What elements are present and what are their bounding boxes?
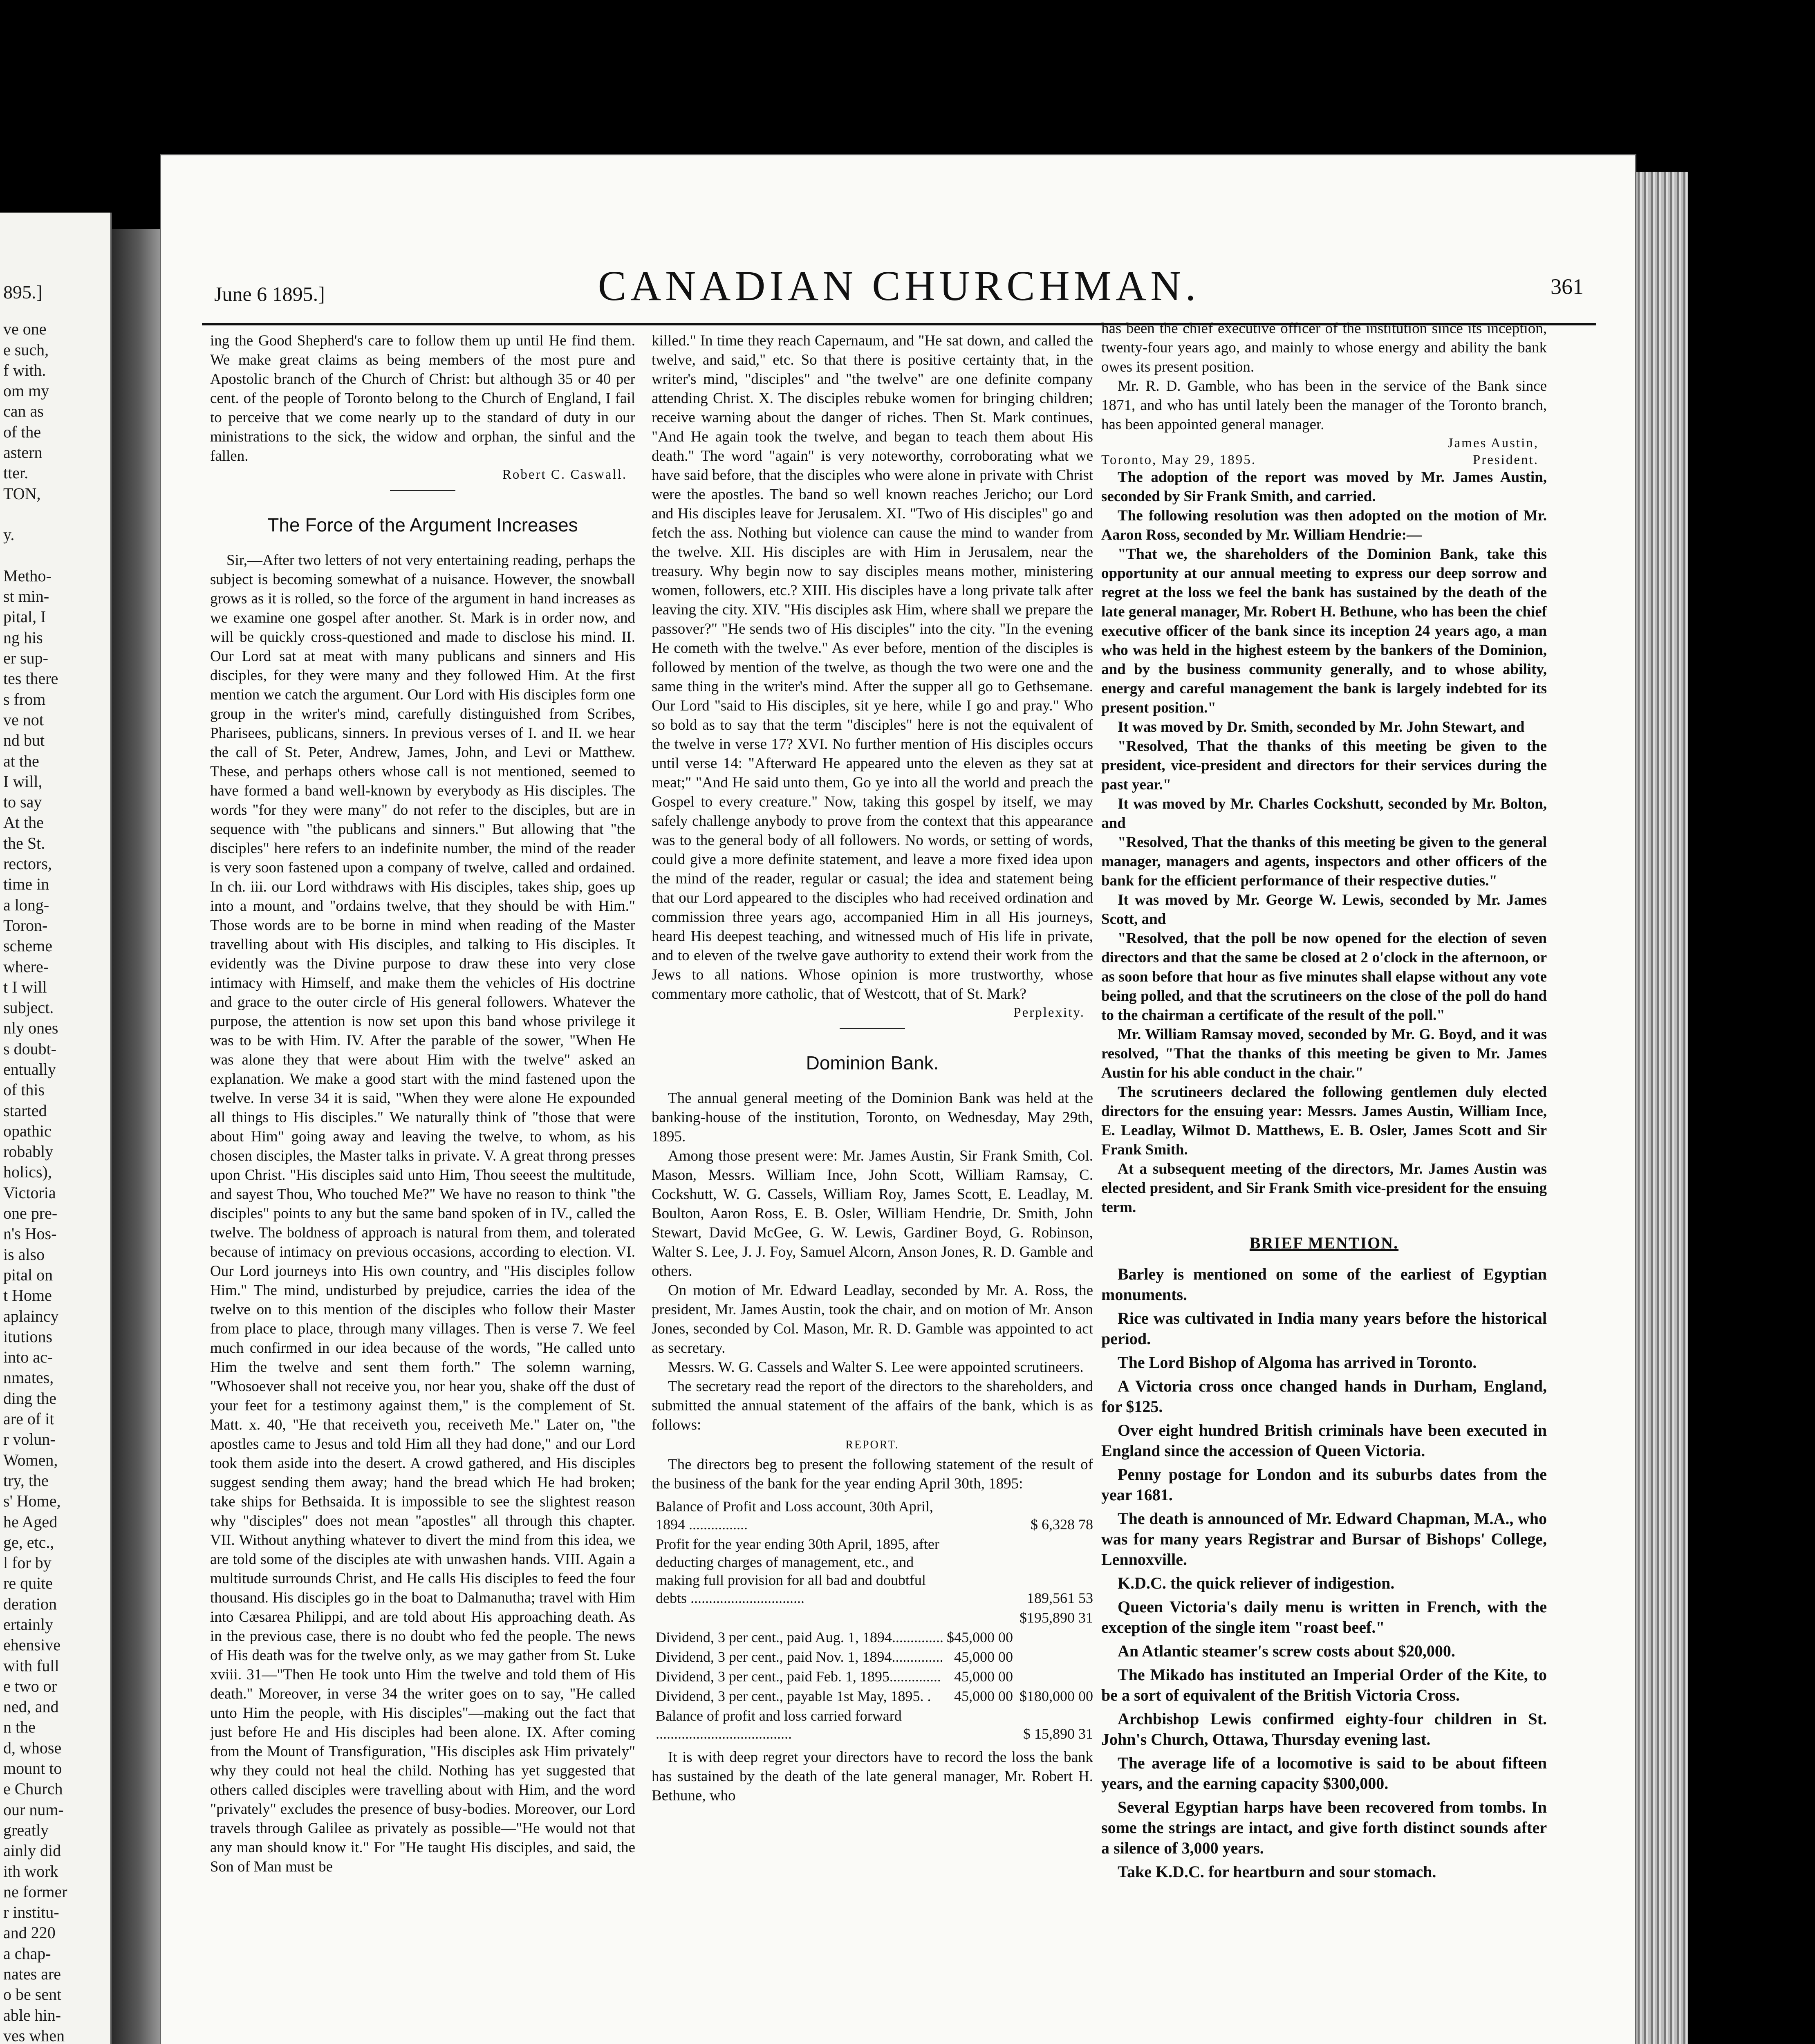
facing-page-date: 895.] <box>3 282 43 303</box>
publication-title: CANADIAN CHURCHMAN. <box>598 262 1200 309</box>
facing-page-line: tter. <box>3 464 29 482</box>
brief-mention-item: A Victoria cross once changed hands in Durham, England, for $125. <box>1101 1377 1547 1416</box>
report-signer-title: President. <box>1472 453 1539 467</box>
brief-mention-item: Archbishop Lewis confirmed eighty-four children in St. John's Church, Ottawa, Thursday evening last. <box>1101 1710 1547 1748</box>
minutes-paragraph: "Resolved, that the poll be now opened for the election of seven directors and that the same be closed at 2 o'clock in the afternoon, or as soon before that hour as five minutes shall elapse without any vote being polled, and that the scrutineers on the close of the poll do hand to the chairman a certificate of the result of the poll." <box>1101 930 1547 1024</box>
statement-amount: 189,561 53 <box>1027 1590 1093 1606</box>
statement-label: Balance of profit and loss carried forward ..................................... <box>656 1708 902 1742</box>
book-gutter <box>112 229 161 2044</box>
facing-page-line: can as <box>3 402 44 421</box>
facing-page-line: to say <box>3 793 42 811</box>
statement-label: Dividend, 3 per cent., paid Aug. 1, 1894.............. <box>656 1629 943 1645</box>
brief-mention-list <box>1101 1264 1547 1882</box>
statement-amount: $ 6,328 78 <box>1031 1516 1093 1533</box>
facing-page-line: try, the <box>3 1471 49 1490</box>
facing-page-line: pital on <box>3 1265 53 1284</box>
facing-page-line: f with. <box>3 361 46 379</box>
minutes-paragraph: The following resolution was then adopted on the motion of Mr. Aaron Ross, seconded by Mr. William Hendrie:— <box>1101 507 1547 543</box>
bank-paragraph: Among those present were: Mr. James Austin, Sir Frank Smith, Col. Mason, Messrs. William Ince, John Scott, William Ramsay, C. Cockshutt, W. G. Cassels, William Roy, James Scott, E. Leadlay, M. Boulton, Aaron Ross, E. B. Osler, William Hendrie, Dr. Smith, John Stewart, David McGee, G. W. Lewis, Gardiner Boyd, G. Robinson, Walter S. Lee, J. J. Foy, Samuel Alcorn, Anson Jones, R. D. Gamble and others. <box>652 1148 1093 1280</box>
facing-page-line: e two or <box>3 1676 57 1695</box>
facing-page-line: where- <box>3 957 49 976</box>
facing-page-line: nd but <box>3 731 45 750</box>
facing-page-line <box>0 545 110 566</box>
facing-page-line: At the <box>3 813 44 832</box>
brief-mention-item: Over eight hundred British criminals have been executed in England since the accession of Queen Victoria. <box>1101 1421 1547 1460</box>
brief-mention-item: The Lord Bishop of Algoma has arrived in Toronto. <box>1118 1353 1477 1372</box>
facing-page-line: one pre- <box>3 1204 58 1223</box>
facing-page-line: t I will <box>3 977 47 996</box>
report-place-date: Toronto, May 29, 1895. <box>1101 453 1257 467</box>
minutes-paragraph: "Resolved, That the thanks of this meeting be given to the president, vice-president and directors for their services during the past year." <box>1101 738 1547 793</box>
facing-page-line: l for by <box>3 1553 52 1572</box>
bank-article-title: Dominion Bank. <box>806 1052 939 1074</box>
divider <box>390 490 455 491</box>
statement-subtotal: $195,890 31 <box>1020 1609 1093 1626</box>
facing-page-line: n's Hos- <box>3 1224 57 1243</box>
minutes-paragraph: The adoption of the report was moved by Mr. James Austin, seconded by Sir Frank Smith, and carried. <box>1101 469 1547 505</box>
facing-page-line: n the <box>3 1718 36 1737</box>
report-continuation: has been the chief executive officer of the institution since its inception, twenty-four years ago, and mainly to whose energy and ability the bank owes its present position. <box>1101 320 1547 375</box>
bank-paragraph: Messrs. W. G. Cassels and Walter S. Lee were appointed scrutineers. <box>668 1359 1084 1376</box>
bank-paragraph: The annual general meeting of the Dominion Bank was held at the banking-house of the institution, Toronto, on Wednesday, May 29th, 1895. <box>652 1090 1093 1145</box>
divider <box>840 1028 905 1029</box>
letter-closing-text: ing the Good Shepherd's care to follow them up until He find them. We make great claims as being members of the most pure and Apostolic branch of the Church of Christ: but although 35 or 40 per cent. of the people of Toronto belong to the Church of England, I fail to perceive that we come nearly up to the standard of duty in our ministrations to the sick, the widow and orphan, the sinful and the fallen. <box>210 332 635 464</box>
brief-mention-item: Take K.D.C. for heartburn and sour stomach. <box>1118 1862 1436 1881</box>
facing-page-line: ainly did <box>3 1841 61 1860</box>
statement-amount: 45,000 00 <box>954 1649 1013 1665</box>
facing-page-line: able hin- <box>3 2006 61 2024</box>
page-number: 361 <box>1551 274 1584 299</box>
facing-page-line: er sup- <box>3 649 48 668</box>
facing-page-line: o be sent <box>3 1985 62 2004</box>
statement-amount: 45,000 00 <box>954 1668 1013 1685</box>
facing-page-line: TON, <box>3 484 41 503</box>
brief-mention-title: BRIEF MENTION. <box>1249 1234 1399 1252</box>
article-signature: Perplexity. <box>1013 1005 1085 1020</box>
statement-label: Balance of Profit and Loss account, 30th April, 1894 ................ <box>656 1498 933 1533</box>
report-paragraph: It is with deep regret your directors have to record the loss the bank has sustained by the death of the late general manager, Mr. Robert H. Bethune, who <box>652 1749 1093 1804</box>
minutes-paragraph: The scrutineers declared the following gentlemen duly elected directors for the ensuing year: Messrs. James Austin, William Ince, E. Leadlay, Wilmot D. Matthews, E. B. Osler, James Scott and Sir Frank Smith. <box>1101 1084 1547 1158</box>
brief-mention-item: Barley is mentioned on some of the earliest of Egyptian monuments. <box>1101 1265 1547 1304</box>
facing-page-line: astern <box>3 443 43 462</box>
facing-page-line: Victoria <box>3 1183 56 1202</box>
minutes-paragraph: It was moved by Dr. Smith, seconded by Mr. John Stewart, and <box>1118 719 1525 735</box>
facing-page-line: ge, etc., <box>3 1533 54 1551</box>
minutes-paragraph: "That we, the shareholders of the Dominion Bank, take this opportunity at our annual meeting to express our deep sorrow and regret at the loss we feel the bank has sustained by the death of the late general manager, Mr. Robert H. Bethune, who has been the chief executive officer of the bank since its inception 24 years ago, a man who was held in the highest esteem by the bankers of the Dominion, and by the business community generally, and to whose ability, energy and careful management the bank is largely indebted for its present position." <box>1101 546 1547 716</box>
minutes-paragraph: At a subsequent meeting of the directors, Mr. James Austin was elected president, and Sir Frank Smith vice-president for the ensuing term. <box>1101 1161 1547 1216</box>
report-signoff-line <box>1101 453 1539 468</box>
facing-page-line: itutions <box>3 1327 53 1346</box>
facing-page-text <box>0 319 110 2044</box>
facing-page-line: started <box>3 1101 47 1120</box>
facing-page-line: pital, I <box>3 607 46 626</box>
statement-label: Dividend, 3 per cent., paid Nov. 1, 1894.............. <box>656 1649 943 1665</box>
page-edges <box>1635 172 1688 2044</box>
statement-amount: 45,000 00 <box>954 1688 1013 1704</box>
facing-page-line: s' Home, <box>3 1492 61 1511</box>
facing-page-line: ding the <box>3 1389 56 1407</box>
brief-mention-item: K.D.C. the quick reliever of indigestion. <box>1118 1574 1395 1592</box>
facing-page-line: our num- <box>3 1800 64 1819</box>
bank-paragraph: The secretary read the report of the directors to the shareholders, and submitted the annual statement of the affairs of the bank, which is as follows: <box>652 1378 1093 1433</box>
brief-mention-item: Queen Victoria's daily menu is written in French, with the exception of the single item "roast beef." <box>1101 1598 1547 1636</box>
facing-page-line: greatly <box>3 1820 49 1839</box>
facing-page-line: the St. <box>3 834 45 852</box>
statement-row <box>652 1608 1093 1627</box>
article-title: The Force of the Argument Increases <box>267 514 578 536</box>
facing-page-line: ng his <box>3 628 43 647</box>
report-signer: James Austin, <box>1448 436 1539 450</box>
facing-page-line: e Church <box>3 1780 63 1798</box>
newspaper-page <box>161 155 1635 2044</box>
statement-row <box>652 1686 1093 1706</box>
facing-page-line: nmates, <box>3 1368 54 1387</box>
brief-mention-item: The average life of a locomotive is said to be about fifteen years, and the earning capacity $300,000. <box>1101 1754 1547 1793</box>
statement-amount: $45,000 00 <box>947 1629 1013 1645</box>
facing-page-line: with full <box>3 1656 59 1675</box>
facing-page-line: nates are <box>3 1965 61 1983</box>
issue-date: June 6 1895.] <box>214 282 325 305</box>
facing-page-line: ve one <box>3 320 47 338</box>
facing-page-line: at the <box>3 751 39 770</box>
report-label: REPORT. <box>845 1439 899 1451</box>
article-body: Sir,—After two letters of not very entertaining reading, perhaps the subject is becoming somewhat of a nuisance. However, the snowball grows as it is rolled, so the force of the argument in hand increases as we examine one gospel after another. St. Mark is in order now, and will be quickly cross-questioned and made to disclose his mind. II. Our Lord sat at meat with many publicans and sinners and His disciples, for they were many and they followed Him. At the first mention we catch the argument. Our Lord with His disciples form one group in the writer's mind, carefully distinguished from Scribes, Pharisees, publicans, sinners. In previous verses of I. and II. we hear the call of St. Peter, Andrew, James, John, and Levi or Matthew. These, and perhaps others whose call is not mentioned, seemed to have formed a band well-known by everybody as His disciples. The words "for they were many" do not refer to the disciples, but are in sequence with "the publicans and sinners." But allowing that "the disciples" here refers to an indefinite number, the mind of the reader is very soon fastened upon a company of twelve, called and ordained. In ch. iii. our Lord withdraws with His disciples, takes ship, goes up into a mount, and "ordains twelve, that they should be with Him." Those words are to be borne in mind when reading of the Master travelling about with His disciples, and talking to His disciples. It evidently was the Divine purpose to draw these into very close intimacy with Himself, and make them the vehicles of His doctrine and grace to the outer circle of His general followers. Whatever the purpose, the attention is now set upon this band whose privilege it was to be with Him. IV. After the parable of the sower, "When He was alone they that were about Him with the twelve" asked an explanation. We make a good start with the mind fastened upon the twelve. In verse 34 it is said, "When they were alone He expounded all things to His disciples." We naturally think of "those that were about Him" going away and leaving the twelve, to whom, as his chosen disciples, the Master talks in private. V. A great throng presses upon Christ. "His disciples said unto Him, Thou seeest the multitude, and sayest Thou, Who touched Me?" We have no reason to think "the disciples" points to any but the same band spoken of in IV., called the twelve. The boldness of approach is natural from them, and tolerated because of intimacy on previous occasions, according to election. VI. Our Lord journeys into His own country, and "His disciples follow Him." The mind, undisturbed by prejudice, carries the idea of the twelve on to this mention of the disciples who follow their Master from place to place, through many villages. Then is verse 7. We feel much confirmed in our idea because of the words, "He called unto Him the twelve and sent them forth." The solemn warning, "Whosoever shall not receive you, nor hear you, shake off the dust of your feet for a testimony against them," is the complement of St. Matt. x. 40, "He that receiveth you, receiveth Me." Later on, "the apostles came to Jesus and told Him all they had done," and our Lord took them aside into the desert. A crowd gathered, and His disciples suggest sending them away; hand the bread which He had broken; take ships for Bethsaida. It is impossible to see the slightest reason why "disciples" does not mean "apostles" all through this chapter. VII. Without anything whatever to divert the mind from this idea, we are told some of the disciples ate with unwashen hands. VIII. Again a multitude surrounds Christ, and He calls His disciples to feed the four thousand. His disciples go in the boat to Dalmanutha; travel with Him into Cæsarea Philippi, and are told about His approaching death. As in the previous case, there is no doubt who fed the people. The news of His death was for the twelve only, as we may gather from St. Luke xviii. 31—"Then He took unto Him the twelve and told them of His death." Moreover, in verse 34 the writer goes on to say, "He called unto Him the people, with His disciples"—making out the fact that just before He and His disciples had been alone. IX. After coming from the Mount of Transfiguration, "His disciples ask Him privately" why they could not heal the child. Nothing has yet suggested that others called disciples were travelling about with Him, and the word "privately" excludes the presence of busy-bodies. Moreover, our Lord travels through Galilee as privately as possible—"He would not that any man should know it." For "He taught His disciples, and said, the Son of Man must be <box>210 552 635 1875</box>
financial-statement <box>652 1497 1093 1744</box>
column-2 <box>652 331 1093 1805</box>
statement-total: $180,000 00 <box>1020 1688 1093 1704</box>
facing-page-line: om my <box>3 381 49 400</box>
facing-page-line: is also <box>3 1245 45 1264</box>
facing-page-line: y. <box>3 525 15 544</box>
facing-page-line: of this <box>3 1080 45 1099</box>
facing-page-line <box>0 504 110 524</box>
masthead <box>202 253 1596 325</box>
article-continuation: killed." In time they reach Capernaum, and "He sat down, and called the twelve, and said," etc. So that there is positive certainty that, in the writer's mind, "disciples" and "the twelve" are one definite company attending Christ. X. The disciples rebuke women for bringing children; receive warning about the danger of riches. Then St. Mark continues, "And He again took the twelve, and began to teach them about His death." The word "again" is very noteworthy, corroborating what we have said before, that the disciples who were alone in private with Christ were the apostles. The band so well known reaches Jericho; our Lord and His disciples leave for Jerusalem. XI. "Two of His disciples" go and fetch the ass. Nothing but violence can cause the mind to wander from the twelve. XII. His disciples are with Him in Jerusalem, near the treasury. Why begin now to say disciples means mother, ministering women, followers, etc.? XIII. His disciples have a long private talk after leaving the city. XIV. "His disciples ask Him, where shall we prepare the passover?" "He sends two of His disciples" into the city. "In the evening He cometh with the twelve." As ever before, mention of the disciples is followed by mention of the twelve, as though the two were one and the same thing in the writer's mind. After the supper all go to Gethsemane. Our Lord "said to His disciples, sit ye here, while I go and pray." Who so bold as to say that the term "disciples" here is not the equivalent of the twelve in verse 17? XVI. No further mention of His disciples occurs until verse 14: "Afterward He appeared unto the eleven as they sat at meat;" "And He said unto them, Go ye into all the world and preach the Gospel to every creature." Now, taking this gospel by itself, we may safely challenge anybody to prove from the context that this appearance was to the general body of all followers. No words, or setting of words, could give a more definite statement, and leave a more fixed idea upon the mind of the reader, regular or casual; the idea and statement being that our Lord appeared to the disciples who had received ordination and commission three years ago, accompanied Him in all His journeys, heard His deepest teaching, and witnessed much of His life in private, and to eleven of the twelve gave authority to extend their work from the Jews to all nations. Whose opinion is more trustworthy, whose commentary more catholic, that of Westcott, that of St. Mark? <box>652 332 1093 1002</box>
facing-page-line: r institu- <box>3 1903 59 1922</box>
facing-page-line: r volun- <box>3 1430 56 1449</box>
minutes-paragraph: It was moved by Mr. Charles Cockshutt, seconded by Mr. Bolton, and <box>1101 796 1547 831</box>
statement-row <box>652 1647 1093 1667</box>
facing-page-line: I will, <box>3 772 43 791</box>
statement-row <box>652 1627 1093 1647</box>
minutes-paragraph: Mr. William Ramsay moved, seconded by Mr. G. Boyd, and it was resolved, "That the thanks of this meeting be given to Mr. James Austin for his able conduct in the chair." <box>1101 1026 1547 1081</box>
facing-page-line: subject. <box>3 998 54 1017</box>
facing-page-line: entually <box>3 1060 56 1078</box>
facing-page-line: e such, <box>3 340 49 359</box>
column-3 <box>1101 319 1547 1885</box>
facing-page-line: st min- <box>3 587 49 606</box>
brief-mention-item: The death is announced of Mr. Edward Chapman, M.A., who was for many years Registrar and Bursar of Bishops' College, Lennoxville. <box>1101 1509 1547 1569</box>
facing-page-line: ves when <box>3 2026 65 2044</box>
statement-amount: $ 15,890 31 <box>1023 1726 1093 1742</box>
facing-page-line: aplaincy <box>3 1307 59 1325</box>
facing-page-line: a long- <box>3 895 49 914</box>
facing-page-line: he Aged <box>3 1512 58 1531</box>
facing-page-line: t Home <box>3 1286 52 1305</box>
facing-page-line: tes there <box>3 669 58 688</box>
facing-page-line: deration <box>3 1594 57 1613</box>
facing-page-line: are of it <box>3 1410 54 1428</box>
brief-mention-item: Rice was cultivated in India many years before the historical period. <box>1101 1309 1547 1348</box>
facing-page-line: holics), <box>3 1163 52 1181</box>
facing-page-line: Women, <box>3 1450 58 1469</box>
facing-page-line: ve not <box>3 710 44 729</box>
column-1 <box>210 331 635 1876</box>
report-intro: The directors beg to present the following statement of the result of the business of the bank for the year ending April 30th, 1895: <box>652 1456 1093 1492</box>
statement-row <box>652 1667 1093 1686</box>
statement-label: Dividend, 3 per cent., paid Feb. 1, 1895.............. <box>656 1668 941 1685</box>
facing-page-fragment <box>0 213 112 2044</box>
facing-page-line: mount to <box>3 1759 62 1778</box>
facing-page-line: s from <box>3 690 46 708</box>
facing-page-line: Metho- <box>3 566 52 585</box>
statement-row <box>652 1706 1093 1744</box>
facing-page-line: ertainly <box>3 1615 54 1634</box>
facing-page-line: time in <box>3 875 49 894</box>
statement-row <box>652 1534 1093 1608</box>
facing-page-line: ehensive <box>3 1636 60 1654</box>
facing-page-line: a chap- <box>3 1944 51 1963</box>
brief-mention-item: Several Egyptian harps have been recovered from tombs. In some the strings are intact, and give forth distinct sounds after a silence of 3,000 years. <box>1101 1798 1547 1857</box>
facing-page-line: ne former <box>3 1882 67 1901</box>
brief-mention-item: An Atlantic steamer's screw costs about $20,000. <box>1118 1642 1455 1660</box>
bank-paragraph: On motion of Mr. Edward Leadlay, seconded by Mr. A. Ross, the president, Mr. James Austin, took the chair, and on motion of Mr. Anson Jones, seconded by Col. Mason, Mr. R. D. Gamble was appointed to act as secretary. <box>652 1282 1093 1356</box>
facing-page-line: into ac- <box>3 1348 53 1367</box>
letter-signature: Robert C. Caswall. <box>502 467 627 482</box>
facing-page-line: nly ones <box>3 1019 58 1038</box>
facing-page-line: re quite <box>3 1574 53 1593</box>
report-paragraph: Mr. R. D. Gamble, who has been in the service of the Bank since 1871, and who has until lately been the manager of the Toronto branch, has been appointed general manager. <box>1101 378 1547 433</box>
facing-page-line: d, whose <box>3 1738 62 1757</box>
facing-page-line: ith work <box>3 1862 58 1880</box>
statement-row <box>652 1497 1093 1534</box>
facing-page-line: and 220 <box>3 1923 56 1942</box>
facing-page-line: scheme <box>3 937 52 955</box>
facing-page-line: Toron- <box>3 916 48 935</box>
minutes-paragraph: "Resolved, That the thanks of this meeting be given to the general manager, managers and agents, inspectors and other officers of the bank for the efficient performance of their respective duties." <box>1101 834 1547 889</box>
brief-mention-item: The Mikado has instituted an Imperial Order of the Kite, to be a sort of equivalent of the British Victoria Cross. <box>1101 1665 1547 1704</box>
facing-page-line: opathic <box>3 1121 52 1140</box>
brief-mention-item: Penny postage for London and its suburbs dates from the year 1681. <box>1101 1465 1547 1504</box>
facing-page-line: robably <box>3 1142 54 1161</box>
statement-label: Profit for the year ending 30th April, 1895, after deducting charges of management, etc., and making full provision for all bad and doubtful debts ............................... <box>656 1536 939 1606</box>
statement-label: Dividend, 3 per cent., payable 1st May, 1895. . <box>656 1688 931 1704</box>
minutes-paragraph: It was moved by Mr. George W. Lewis, seconded by Mr. James Scott, and <box>1101 892 1547 928</box>
facing-page-line: ned, and <box>3 1697 59 1716</box>
facing-page-line: rectors, <box>3 854 52 873</box>
facing-page-line: s doubt- <box>3 1039 56 1058</box>
facing-page-line: of the <box>3 422 41 441</box>
